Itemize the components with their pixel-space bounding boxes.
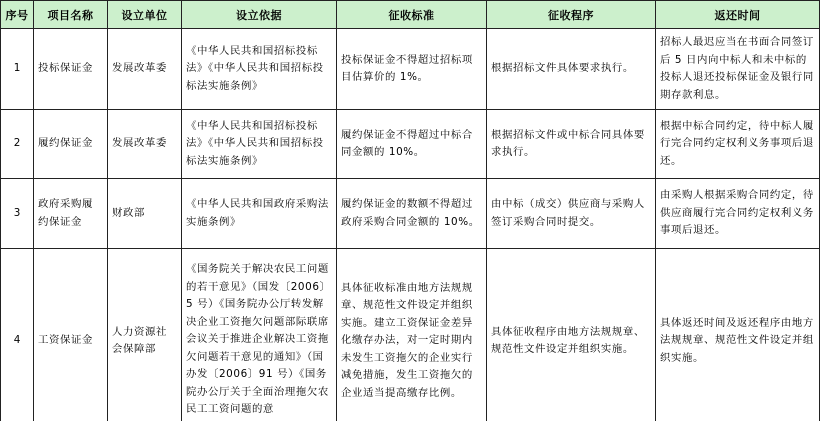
row-procedure: 具体征收程序由地方法规规章、规范性文件设定并组织实施。: [487, 249, 656, 421]
table-row: [1, 179, 820, 249]
row-basis: 《中华人民共和国招标投标法》《中华人民共和国招标投标法实施条例》: [182, 110, 337, 179]
header-unit: 设立单位: [108, 1, 182, 29]
table-row: [1, 110, 820, 179]
row-unit: 发展改革委: [108, 29, 182, 110]
row-no: 4: [1, 249, 34, 421]
header-row: [1, 1, 820, 29]
row-name: 投标保证金: [34, 29, 108, 110]
row-basis: 《国务院关于解决农民工问题的若干意见》（国发〔2006〕5 号）《国务院办公厅转发解决企业工资拖欠问题部际联席会议关于推进企业解决工资拖欠问题若干意见的通知》（国办发〔2006〕91 号）《国务院办公厅关于全面治理拖欠农民工工资问题的意: [182, 249, 337, 421]
row-no: 3: [1, 179, 34, 249]
row-unit: 发展改革委: [108, 110, 182, 179]
row-refund: 根据中标合同约定，待中标人履行完合同约定权利义务事项后退还。: [656, 110, 820, 179]
row-basis: 《中华人民共和国政府采购法实施条例》: [182, 179, 337, 249]
row-unit: 人力资源社会保障部: [108, 249, 182, 421]
row-procedure: 根据招标文件或中标合同具体要求执行。: [487, 110, 656, 179]
row-refund: 具体返还时间及返还程序由地方法规规章、规范性文件设定并组织实施。: [656, 249, 820, 421]
table-row: [1, 249, 820, 421]
header-procedure: 征收程序: [487, 1, 656, 29]
row-no: 1: [1, 29, 34, 110]
header-name: 项目名称: [34, 1, 108, 29]
row-name: 政府采购履约保证金: [34, 179, 108, 249]
row-refund: 由采购人根据采购合同约定，待供应商履行完合同约定权利义务事项后退还。: [656, 179, 820, 249]
header-refund: 返还时间: [656, 1, 820, 29]
row-name: 履约保证金: [34, 110, 108, 179]
row-procedure: 根据招标文件具体要求执行。: [487, 29, 656, 110]
row-standard: 履约保证金不得超过中标合同金额的 10%。: [337, 110, 487, 179]
header-standard: 征收标准: [337, 1, 487, 29]
row-standard: 履约保证金的数额不得超过政府采购合同金额的 10%。: [337, 179, 487, 249]
header-basis: 设立依据: [182, 1, 337, 29]
row-refund: 招标人最迟应当在书面合同签订后 5 日内向中标人和未中标的投标人退还投标保证金及银行同期存款利息。: [656, 29, 820, 110]
row-procedure: 由中标（成交）供应商与采购人签订采购合同时提交。: [487, 179, 656, 249]
row-unit: 财政部: [108, 179, 182, 249]
row-no: 2: [1, 110, 34, 179]
row-standard: 具体征收标准由地方法规规章、规范性文件设定并组织实施。建立工资保证金差异化缴存办法，对一定时期内未发生工资拖欠的企业实行减免措施，发生工资拖欠的企业适当提高缴存比例。: [337, 249, 487, 421]
header-no: 序号: [1, 1, 34, 29]
row-name: 工资保证金: [34, 249, 108, 421]
row-standard: 投标保证金不得超过招标项目估算价的 1%。: [337, 29, 487, 110]
table-row: [1, 29, 820, 110]
row-basis: 《中华人民共和国招标投标法》《中华人民共和国招标投标法实施条例》: [182, 29, 337, 110]
